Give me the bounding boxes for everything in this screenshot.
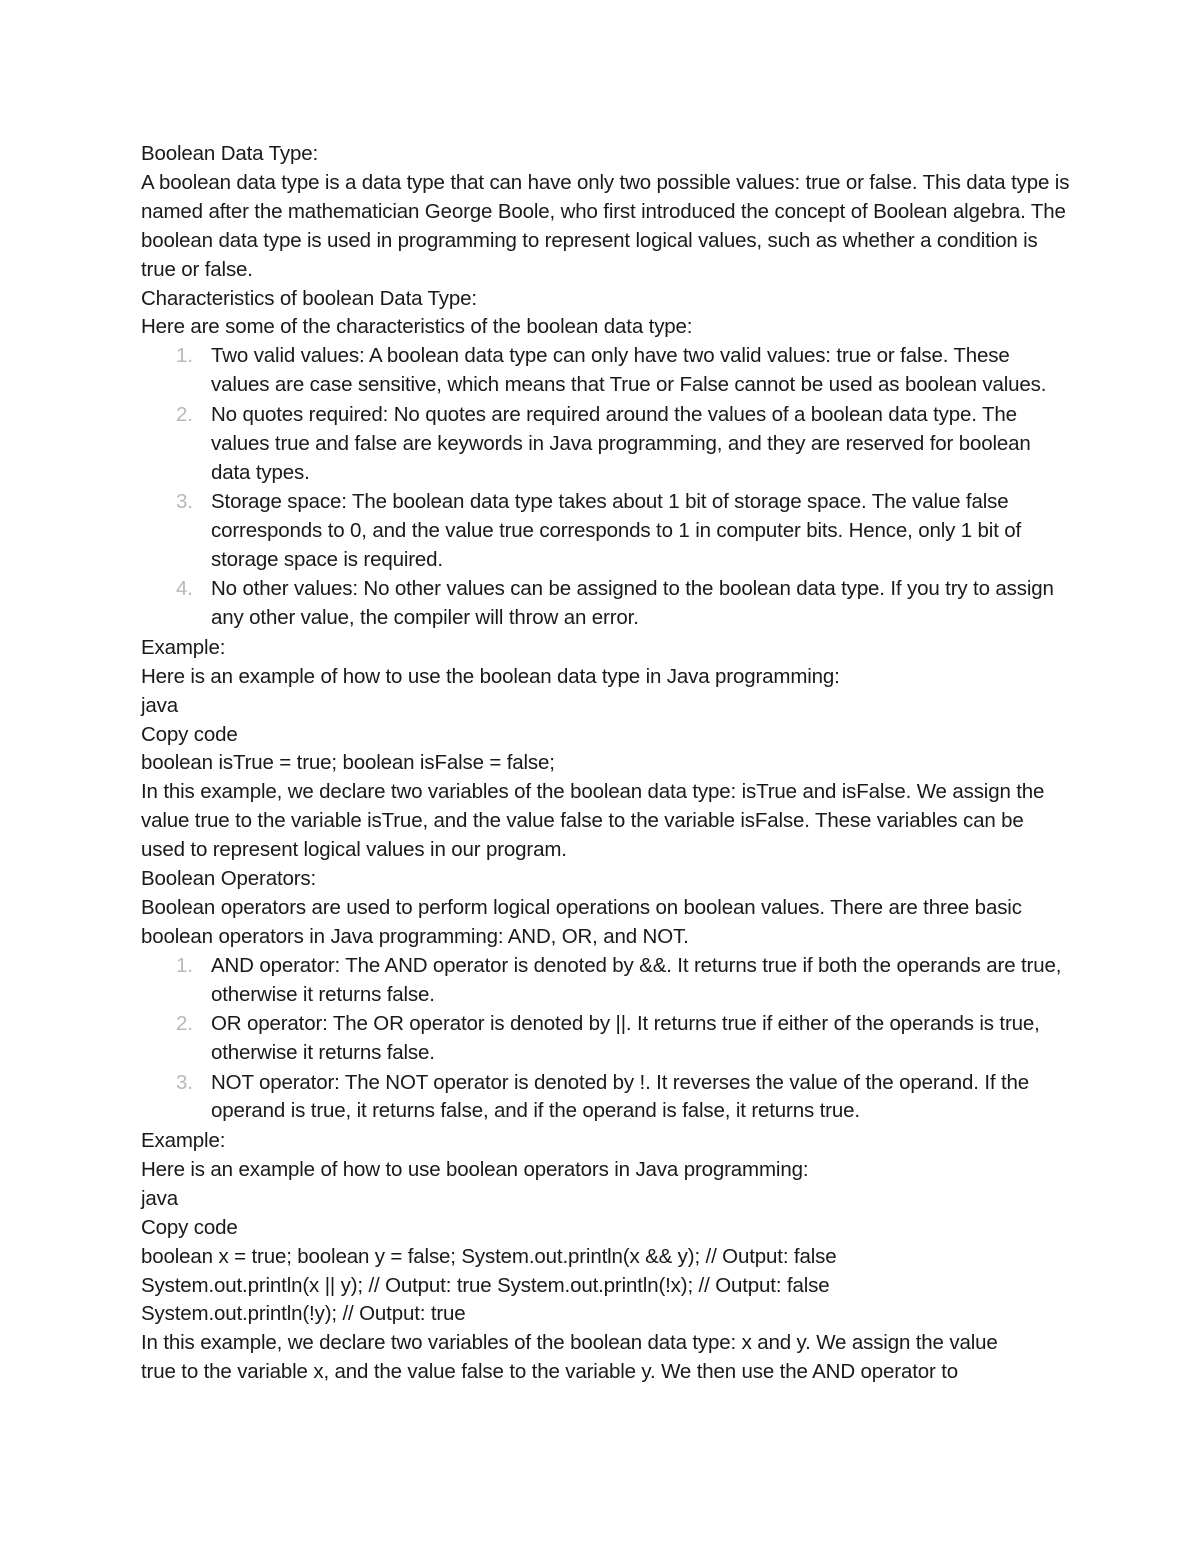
list-number: 2. bbox=[176, 402, 193, 426]
list-item-text: Two valid values: A boolean data type can only have two valid values: true or false. These values are case sensitive, which means that True or False cannot be used as boolean values. bbox=[211, 344, 1047, 397]
example-1-code: boolean isTrue = true; boolean isFalse = false; bbox=[141, 751, 555, 775]
list-item-text: Storage space: The boolean data type takes about 1 bit of storage space. The value false corresponds to 0, and the value true corresponds to 1 in computer bits. Hence, only 1 bit of storage space is required. bbox=[211, 490, 1022, 571]
example-2-code-line: System.out.println(x || y); // Output: true System.out.println(!x); // Output: false bbox=[141, 1273, 830, 1297]
characteristics-intro: Here are some of the characteristics of the boolean data type: bbox=[141, 315, 693, 339]
example-2-code-line: System.out.println(!y); // Output: true bbox=[141, 1302, 466, 1326]
example-2-copy-code: Copy code bbox=[141, 1215, 238, 1239]
example-2-language-label: java bbox=[141, 1186, 179, 1210]
example-2-intro: Here is an example of how to use boolean operators in Java programming: bbox=[141, 1157, 809, 1181]
section-heading-example-1: Example: bbox=[141, 635, 226, 659]
list-item bbox=[141, 488, 1071, 575]
list-item-text: AND operator: The AND operator is denoted by &&. It returns true if both the operands are true, otherwise it returns false. bbox=[211, 953, 1062, 1006]
document-body bbox=[141, 140, 1071, 1387]
list-item-text: No quotes required: No quotes are required around the values of a boolean data type. The values true and false are keywords in Java programming, and they are reserved for boolean data types. bbox=[211, 402, 1031, 484]
list-item bbox=[141, 401, 1071, 488]
section-heading-characteristics: Characteristics of boolean Data Type: bbox=[141, 286, 477, 310]
list-number: 1. bbox=[176, 344, 193, 368]
list-number: 2. bbox=[176, 1012, 193, 1036]
list-number: 3. bbox=[176, 490, 193, 514]
example-1-copy-code: Copy code bbox=[141, 722, 238, 746]
list-number: 3. bbox=[176, 1070, 193, 1094]
list-item-text: NOT operator: The NOT operator is denoted by !. It reverses the value of the operand. If the operand is true, it returns false, and if the operand is false, it returns true. bbox=[211, 1070, 1030, 1123]
example-1-explanation: In this example, we declare two variables of the boolean data type: isTrue and isFalse. We assign the value true to the variable isTrue, and the value false to the variable isFalse. These variables can be used to represent logical values in our program. bbox=[141, 780, 1045, 862]
list-item bbox=[141, 342, 1071, 400]
operators-intro: Boolean operators are used to perform logical operations on boolean values. There are three basic boolean operators in Java programming: AND, OR, and NOT. bbox=[141, 895, 1022, 948]
list-number: 1. bbox=[176, 953, 193, 977]
operators-list bbox=[141, 952, 1071, 1127]
example-1-language-label: java bbox=[141, 693, 179, 717]
example-1-intro: Here is an example of how to use the boolean data type in Java programming: bbox=[141, 664, 840, 688]
example-2-explanation-line: true to the variable x, and the value false to the variable y. We then use the AND operator to bbox=[141, 1360, 959, 1384]
list-item bbox=[141, 1069, 1071, 1127]
intro-paragraph: A boolean data type is a data type that can have only two possible values: true or false. This data type is named after the mathematician George Boole, who first introduced the concept of Boolean algebra. The boolean data type is used in programming to represent logical values, such as whether a condition is true or false. bbox=[141, 170, 1070, 281]
example-2-explanation-line: In this example, we declare two variables of the boolean data type: x and y. We assign the value bbox=[141, 1331, 998, 1355]
list-number: 4. bbox=[176, 577, 193, 601]
list-item bbox=[141, 1010, 1071, 1068]
section-heading-boolean-operators: Boolean Operators: bbox=[141, 867, 317, 891]
list-item-text: OR operator: The OR operator is denoted by ||. It returns true if either of the operands is true, otherwise it returns false. bbox=[211, 1012, 1040, 1065]
section-heading-boolean-data-type: Boolean Data Type: bbox=[141, 142, 318, 165]
list-item-text: No other values: No other values can be assigned to the boolean data type. If you try to assign any other value, the compiler will throw an error. bbox=[211, 577, 1054, 630]
example-2-code-line: boolean x = true; boolean y = false; System.out.println(x && y); // Output: false bbox=[141, 1244, 837, 1268]
characteristics-list bbox=[141, 342, 1071, 633]
list-item bbox=[141, 952, 1071, 1010]
list-item bbox=[141, 575, 1071, 633]
section-heading-example-2: Example: bbox=[141, 1128, 226, 1152]
